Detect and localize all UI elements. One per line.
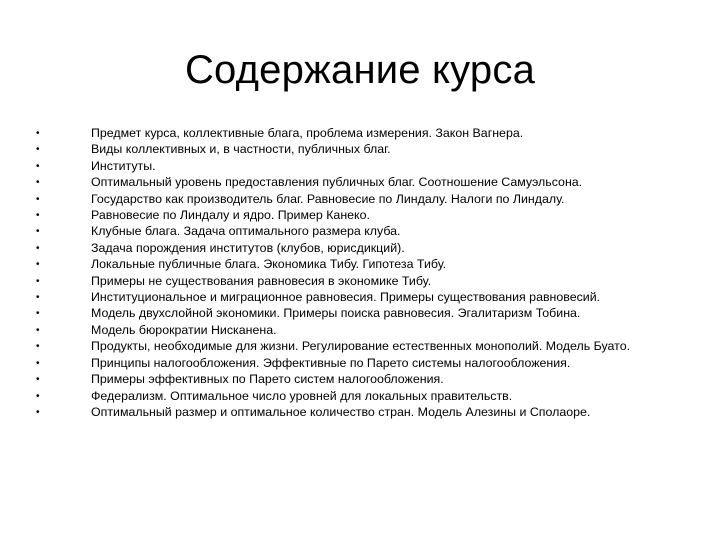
- bullet-icon: •: [36, 193, 40, 205]
- bullet-icon: •: [36, 292, 40, 304]
- list-item-text: Модель двухслойной экономики. Примеры поиска равновесия. Эгалитаризм Тобина.: [91, 306, 581, 321]
- bullet-icon: •: [36, 390, 40, 402]
- bullet-icon: •: [36, 275, 40, 287]
- bullet-icon: •: [36, 226, 40, 238]
- list-item-text: Принципы налогообложения. Эффективные по Парето системы налогообложения.: [91, 355, 571, 370]
- list-item-text: Предмет курса, коллективные блага, проблема измерения. Закон Вагнера.: [91, 126, 524, 140]
- bullet-icon: •: [36, 357, 40, 369]
- bullet-icon: •: [36, 144, 40, 156]
- list-item-text: Локальные публичные блага. Экономика Тибу. Гипотеза Тибу.: [91, 257, 447, 272]
- list-item: [36, 389, 686, 404]
- list-item: [36, 208, 686, 223]
- list-item-text: Продукты, необходимые для жизни. Регулирование естественных монополий. Модель Буато.: [91, 339, 631, 354]
- list-item: [36, 192, 686, 207]
- slide-title: Содержание курса: [184, 48, 536, 92]
- list-item: [36, 405, 686, 420]
- list-item-text: Примеры не существования равновесия в экономике Тибу.: [91, 273, 432, 288]
- list-item: [36, 175, 686, 190]
- list-item: [36, 290, 686, 305]
- list-item-text: Равновесие по Линдалу и ядро. Пример Канеко.: [91, 208, 370, 223]
- list-item: [36, 339, 686, 354]
- bullet-icon: •: [36, 242, 40, 254]
- list-item-text: Оптимальный уровень предоставления публичных благ. Соотношение Самуэльсона.: [91, 175, 583, 190]
- list-item: [36, 323, 686, 338]
- bullet-icon: •: [36, 324, 40, 336]
- list-item: [36, 159, 686, 174]
- list-item-text: Клубные блага. Задача оптимального размера клуба.: [91, 224, 401, 239]
- list-item-text: Виды коллективных и, в частности, публичных благ.: [91, 142, 391, 157]
- bullet-icon: •: [36, 406, 40, 418]
- list-item: [36, 306, 686, 321]
- course-contents-list: [36, 126, 686, 421]
- bullet-icon: •: [36, 210, 40, 222]
- list-item-text: Модель бюрократии Нисканена.: [91, 322, 277, 337]
- bullet-icon: •: [36, 374, 40, 386]
- list-item: [36, 274, 686, 289]
- bullet-icon: •: [36, 177, 40, 189]
- list-item: [36, 372, 686, 387]
- list-item: [36, 224, 686, 239]
- list-item: [36, 241, 686, 256]
- list-item: [36, 257, 686, 272]
- list-item-text: Федерализм. Оптимальное число уровней для локальных правительств.: [91, 388, 513, 403]
- list-item: [36, 142, 686, 157]
- list-item-text: Государство как производитель благ. Равновесие по Линдалу. Налоги по Линдалу.: [91, 191, 565, 206]
- list-item-text: Задача порождения институтов (клубов, юрисдикций).: [91, 240, 405, 255]
- list-item-text: Институциональное и миграционное равновесия. Примеры существования равновесий.: [91, 290, 601, 305]
- list-item-text: Примеры эффективных по Парето систем налогообложения.: [91, 372, 444, 387]
- bullet-icon: •: [36, 341, 40, 353]
- list-item: [36, 356, 686, 371]
- bullet-icon: •: [36, 128, 40, 139]
- bullet-icon: •: [36, 308, 40, 320]
- list-item-text: Оптимальный размер и оптимальное количество стран. Модель Алезины и Сполаоре.: [91, 404, 591, 419]
- list-item-text: Институты.: [91, 158, 156, 173]
- list-item: [36, 126, 686, 141]
- bullet-icon: •: [36, 259, 40, 271]
- bullet-icon: •: [36, 160, 40, 172]
